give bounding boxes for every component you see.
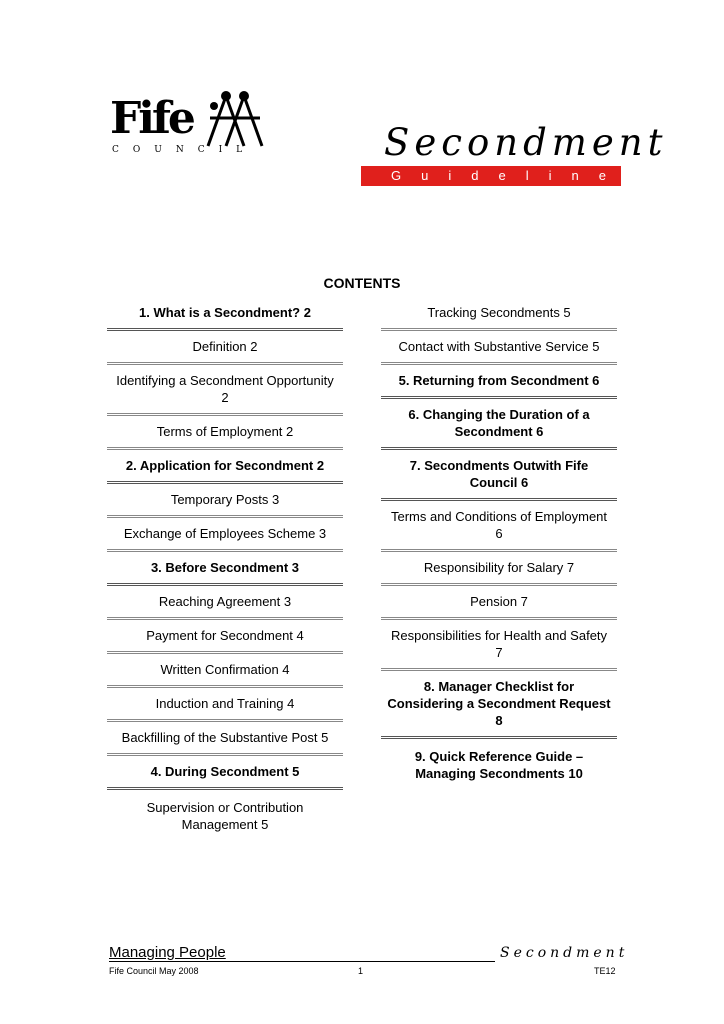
toc-entry[interactable]: Supervision or Contribution Management 5 (146, 799, 304, 832)
logo-council-text: COUNCIL (112, 145, 257, 155)
toc-entry[interactable]: Backfilling of the Substantive Post 5 (107, 722, 343, 756)
toc-entry[interactable]: 9. Quick Reference Guide – Managing Secondments 10 (414, 748, 584, 781)
toc-entry[interactable]: Terms of Employment 2 (107, 416, 343, 450)
toc-entry[interactable]: Responsibility for Salary 7 (381, 552, 617, 586)
toc-entry[interactable]: Exchange of Employees Scheme 3 (107, 518, 343, 552)
toc-entry[interactable]: Definition 2 (107, 331, 343, 365)
toc-entry[interactable]: 7. Secondments Outwith Fife Council 6 (381, 450, 617, 501)
footer-section-title: Managing People (109, 944, 226, 961)
fife-council-logo (110, 88, 270, 160)
logo-name: Fife (110, 93, 193, 144)
document-subtitle-banner: Guidelines (361, 166, 621, 186)
toc-entry[interactable]: Payment for Secondment 4 (107, 620, 343, 654)
contents-column-right (381, 297, 617, 790)
footer-rule (109, 961, 495, 962)
toc-entry[interactable]: Responsibilities for Health and Safety 7 (381, 620, 617, 671)
document-title: Secondment (384, 121, 668, 164)
toc-entry[interactable]: 2. Application for Secondment 2 (107, 450, 343, 484)
toc-entry[interactable]: Terms and Conditions of Employment 6 (381, 501, 617, 552)
footer-reference: TE12 (594, 966, 616, 976)
toc-entry[interactable]: Induction and Training 4 (107, 688, 343, 722)
toc-entry[interactable]: Contact with Substantive Service 5 (381, 331, 617, 365)
toc-entry[interactable]: 3. Before Secondment 3 (107, 552, 343, 586)
footer-page-number: 1 (358, 966, 364, 976)
toc-entry[interactable]: 4. During Secondment 5 (107, 756, 343, 790)
contents-column-left (107, 297, 343, 841)
toc-entry[interactable]: Reaching Agreement 3 (107, 586, 343, 620)
toc-entry[interactable]: 5. Returning from Secondment 6 (381, 365, 617, 399)
footer-document-title: Secondment (500, 945, 629, 961)
toc-entry[interactable]: 1. What is a Secondment? 2 (107, 297, 343, 331)
footer-org-date: Fife Council May 2008 (109, 966, 199, 976)
toc-entry[interactable]: Temporary Posts 3 (107, 484, 343, 518)
toc-entry[interactable]: Pension 7 (381, 586, 617, 620)
toc-entry[interactable]: 6. Changing the Duration of a Secondment 6 (381, 399, 617, 450)
contents-heading: CONTENTS (323, 275, 401, 291)
toc-entry[interactable]: Identifying a Secondment Opportunity 2 (107, 365, 343, 416)
toc-entry[interactable]: Tracking Secondments 5 (381, 297, 617, 331)
logo-figures-icon (200, 88, 270, 158)
toc-entry[interactable]: 8. Manager Checklist for Considering a Secondment Request 8 (381, 671, 617, 739)
toc-entry[interactable]: Written Confirmation 4 (107, 654, 343, 688)
